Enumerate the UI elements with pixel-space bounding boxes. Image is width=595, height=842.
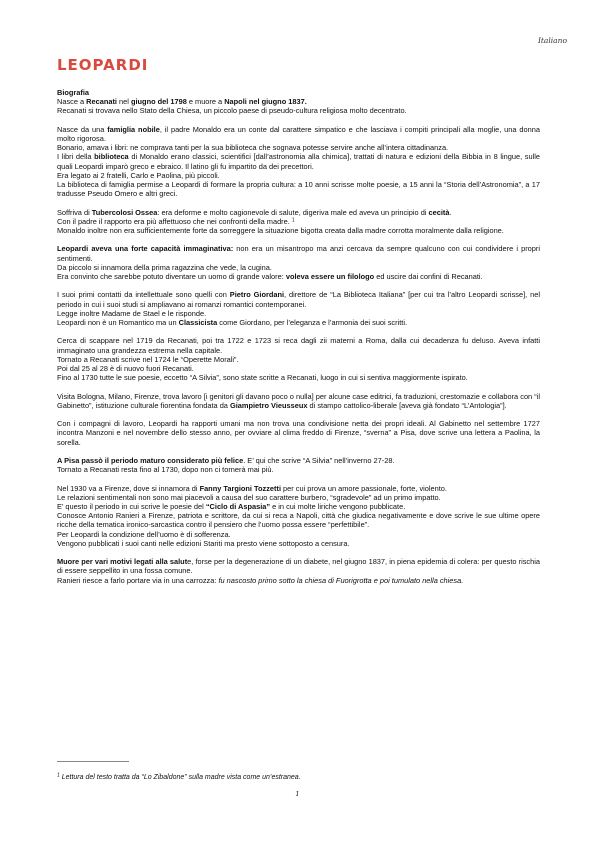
- document-body: [57, 88, 540, 594]
- footnote: $^1$ Lettura del testo tratta da “Lo Zibaldone” sulla madre vista come un’estranea.: [57, 772, 301, 781]
- footnote-divider: [57, 761, 129, 762]
- paragraph-pisa: A Pisa passò il periodo maturo considerato più felice. E’ qui che scrive “A Silvia” nell’inverno 27-28. Tornato a Recanati resta fino al 1730, dopo non ci tornerà mai più.: [57, 456, 395, 475]
- paragraph-travels: Cerca di scappare nel 1719 da Recanati, poi tra 1722 e 1723 si reca dagli zii materni a Roma, dalla cui decadenza fu deluso. Aveva infatti immaginato una grandezza estrema nella capitale. Tornato a Recanati scrive nel 1724 le “Operette Morali”. Poi dal 25 al 28 è di nuovo fuori Recanati. Fino al 1730 tutte le sue poesie, eccetto “A Silvia”, sono state scritte a Recanati, luogo in cui si sentiva maggiormente ispirato.: [57, 336, 540, 383]
- document-title: LEOPARDI: [57, 56, 149, 74]
- paragraph-family: Nasce da una famiglia nobile, il padre Monaldo era un conte dal carattere simpatico e che lasciava i compiti principali alla moglie, una donna molto rigorosa. Bonario, amava i libri: ne comprava tanti per la sua biblioteca che sognava potesse servire anche all’intera cittadinanza. I libri della biblioteca di Monaldo erano classici, scientifici [dall’astronomia alla chimica], trattati di natura e edizioni della Bibbia in 8 lingue, sulle quali Leopardi imparò greco e ebraico. Il latino gli fu impartito da dei precettori. Era legato ai 2 fratelli, Carlo e Paolina, più piccoli. La biblioteca di famiglia permise a Leopardi di formare la propria cultura: a 10 anni scrisse molte poesie, a 15 anni la “Storia dell’Astronomia”, a 17 tradusse Pseudo Omero e altri greci.: [57, 124, 541, 199]
- page-number: 1: [295, 790, 300, 798]
- running-header: Italiano: [537, 36, 567, 45]
- footnote-ref[interactable]: 1: [291, 217, 295, 224]
- paragraph-imagination: Leopardi aveva una forte capacità immaginativa: non era un misantropo ma anzi cercava da sempre qualcuno con cui condividere i propri sentimenti. Da piccolo si innamora della prima ragazzina che vede, la cugina. Era convinto che sarebbe potuto diventare un uomo di grande valore: voleva essere un filologo ed uscire dai confini di Recanati.: [57, 244, 540, 282]
- paragraph-death: Muore per vari motivi legati alla salute, forse per la degenerazione di un diabete, nel giugno 1837, in piena epidemia di colera: per questo rischia di essere seppellito in una fossa comune. Ranieri riesce a farlo portare via in una carrozza: fu nascosto primo sotto la chiesa di Fuorigrotta e poi tumulato nella chiesa.: [57, 557, 540, 585]
- paragraph-colleagues: Con i compagni di lavoro, Leopardi ha rapporti umani ma non trova una condivisione netta dei propri ideali. Al Gabinetto nel settembre 1727 incontra Manzoni e nel novembre dello stesso anno, per ovviare al clima freddo di Firenze, “sverna” a Pisa, dove scrive una lettera a Paolina, la sorella.: [57, 419, 540, 447]
- paragraph-health: Soffriva di Tubercolosi Ossea: era deforme e molto cagionevole di salute, digeriva male ed aveva un principio di cecità. Con il padre il rapporto era più affettuoso che nei confronti della madre. $^1$ Monaldo inoltre non era sufficientemente forte da sorreggere la situazione bigotta creata dalla madre corrotta moralmente dalla religione.: [57, 207, 504, 236]
- paragraph-birth: Nasce a Recanati nel giugno del 1798 e muore a Napoli nel giugno 1837. Recanati si trovava nello Stato della Chiesa, un piccolo paese di pseudo-cultura religiosa molto decentrato.: [57, 97, 407, 116]
- paragraph-florence: Nel 1930 va a Firenze, dove si innamora di Fanny Targioni Tozzetti per cui prova un amore passionale, forte, violento. Le relazioni sentimentali non sono mai piacevoli a causa del suo carattere burbero, “sgradevole” ad un primo impatto. E’ questo il periodo in cui scrive le poesie del “Ciclo di Aspasia” e in cui molte liriche vengono pubblicate. Conosce Antonio Ranieri a Firenze, patriota e scrittore, da cui si reca a Napoli, città che giudica negativamente e dove scrive le sue ultime opere ricche della tematica ironico-sarcastica contro il pensiero che l’uomo possa essere “perfettibile”. Per Leopardi la condizione dell’uomo è di sofferenza. Vengono pubblicati i suoi canti nelle edizioni Stariti ma presto viene sottoposto a censura.: [57, 483, 540, 548]
- paragraph-giordani: I suoi primi contatti da intellettuale sono quelli con Pietro Giordani, direttore de “La Biblioteca Italiana” [per cui tra l’altro Leopardi scrisse], nel periodo in cui i suoi studi si ampliavano ai romanzi romantici contemporanei. Legge inoltre Madame de Stael e le risponde. Leopardi non è un Romantico ma un Classicista come Giordano, per l’eleganza e l’armonia dei suoi scritti.: [57, 290, 540, 328]
- section-title: Biografia: [57, 88, 90, 97]
- paragraph-work: Visita Bologna, Milano, Firenze, trova lavoro [i genitori gli davano poco o nulla] per alcune case editrici, fa traduzioni, crestomazie e collabora con “il Gabinetto”, istituzione culturale fiorentina fondata da Giampietro Vieusseux di stampo cattolico-liberale [aveva già fondato “L’Antologia”].: [57, 391, 540, 410]
